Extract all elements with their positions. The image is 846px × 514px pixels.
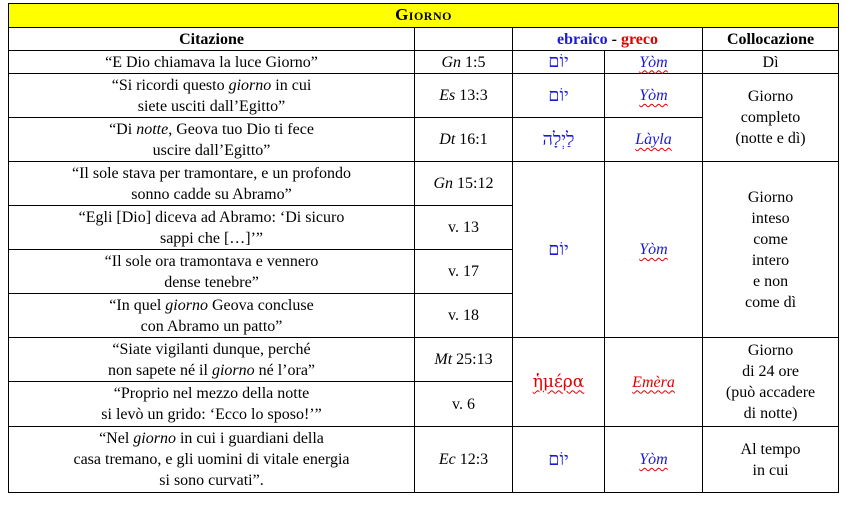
cit-text: “Proprio nel mezzo della notte bbox=[113, 385, 310, 402]
coll-line: intero bbox=[751, 251, 790, 269]
ref-book: Ec bbox=[438, 451, 456, 468]
hebrew-word: יוֹם bbox=[548, 238, 569, 260]
citation-cell bbox=[9, 206, 415, 250]
coll-line: (può accadere bbox=[725, 384, 816, 401]
cit-text: siete usciti dall’Egitto” bbox=[137, 97, 286, 115]
cit-text: “Il sole stava per tramontare, e un profondo bbox=[71, 164, 351, 182]
ref-num: 15:12 bbox=[457, 175, 494, 192]
reference-cell: v. 18 bbox=[415, 294, 513, 338]
ref-book: Mt bbox=[434, 351, 453, 368]
collocazione-cell bbox=[703, 338, 839, 427]
hebrew-cell bbox=[513, 427, 605, 493]
reference-cell bbox=[415, 338, 513, 382]
citation-cell bbox=[9, 74, 415, 118]
reference-cell: v. 17 bbox=[415, 250, 513, 294]
hebrew-cell bbox=[513, 74, 605, 118]
table-row bbox=[9, 51, 839, 74]
ref-book: Gn bbox=[433, 175, 454, 192]
coll-line: Giorno bbox=[747, 88, 794, 105]
translit-word: Emèra bbox=[632, 373, 675, 391]
citation-cell bbox=[9, 250, 415, 294]
citation-cell: “E Dio chiamava la luce Giorno” bbox=[9, 51, 415, 74]
translit-word: Yòm bbox=[639, 87, 668, 104]
header-greco: greco bbox=[620, 30, 658, 48]
cit-text: “In quel bbox=[109, 296, 166, 314]
reference-cell bbox=[415, 427, 513, 493]
reference-cell bbox=[415, 74, 513, 118]
translit-cell bbox=[605, 162, 703, 338]
cit-text: Geova concluse bbox=[207, 296, 314, 314]
cit-text: “Si ricordi questo bbox=[111, 76, 229, 94]
cit-text: casa tremano, e gli uomini di vitale energia bbox=[73, 451, 350, 468]
citation-cell bbox=[9, 382, 415, 427]
coll-line: di 24 ore bbox=[742, 363, 799, 380]
ref-num: 12:3 bbox=[459, 451, 489, 468]
header-ebraico: ebraico bbox=[557, 30, 608, 48]
cit-text: con Abramo un patto” bbox=[140, 317, 283, 335]
translit-word: Yòm bbox=[639, 53, 668, 71]
reference-cell: v. 13 bbox=[415, 206, 513, 250]
coll-line: in cui bbox=[752, 461, 789, 479]
translit-word: Làyla bbox=[635, 131, 672, 148]
cit-italic: giorno bbox=[228, 76, 272, 94]
reference-cell: v. 6 bbox=[415, 382, 513, 427]
ref-book: Dt bbox=[439, 131, 456, 148]
citation-cell bbox=[9, 338, 415, 382]
header-sep: - bbox=[611, 30, 617, 48]
cit-italic: giorno bbox=[211, 361, 255, 379]
citation-cell bbox=[9, 294, 415, 338]
translit-cell bbox=[605, 51, 703, 74]
hebrew-cell bbox=[513, 51, 605, 74]
citation-cell bbox=[9, 427, 415, 493]
reference-cell bbox=[415, 162, 513, 206]
hebrew-word: יוֹם bbox=[548, 51, 569, 72]
collocazione-cell bbox=[703, 162, 839, 338]
ref-num: 16:1 bbox=[459, 131, 488, 148]
coll-line: Al tempo bbox=[740, 440, 801, 458]
table-row bbox=[9, 338, 839, 382]
table-row bbox=[9, 162, 839, 206]
citation-cell bbox=[9, 162, 415, 206]
coll-line: completo bbox=[740, 109, 801, 126]
cit-text: “Siate vigilanti dunque, perché bbox=[112, 340, 311, 358]
coll-line: e non bbox=[752, 272, 789, 290]
cit-text: sappi che […]’” bbox=[159, 229, 264, 247]
cit-text: sonno cadde su Abramo” bbox=[131, 185, 292, 203]
header-citazione: Citazione bbox=[9, 28, 415, 51]
collocazione-cell bbox=[703, 74, 839, 162]
greek-cell bbox=[513, 338, 605, 427]
header-collocazione: Collocazione bbox=[703, 28, 839, 51]
coll-line: come dì bbox=[744, 293, 797, 311]
coll-line: (notte e dì) bbox=[735, 130, 806, 147]
cit-text: uscire dall’Egitto” bbox=[152, 141, 271, 159]
giorno-table-frame bbox=[8, 3, 838, 508]
cit-text: né l’ora” bbox=[254, 361, 316, 379]
hebrew-word: יוֹם bbox=[548, 84, 569, 106]
cit-italic: giorno bbox=[165, 296, 208, 314]
cit-text: “Il sole ora tramontava e vennero bbox=[104, 252, 319, 270]
ref-num: 13:3 bbox=[459, 87, 488, 104]
translit-word: Yòm bbox=[639, 451, 668, 468]
ref-num: 25:13 bbox=[456, 351, 493, 368]
cit-text: “Di bbox=[109, 120, 137, 138]
collocazione-cell bbox=[703, 427, 839, 493]
cit-text: dense tenebre” bbox=[164, 273, 259, 291]
reference-cell bbox=[415, 118, 513, 162]
cit-italic: giorno bbox=[133, 430, 176, 447]
reference-cell bbox=[415, 51, 513, 74]
title-row bbox=[9, 4, 839, 28]
ref-book: Es bbox=[439, 87, 456, 104]
cit-text: in cui i guardiani della bbox=[175, 430, 324, 447]
coll-line: Giorno bbox=[747, 342, 794, 359]
cit-text: “Egli [Dio] diceva ad Abramo: ‘Di sicuro bbox=[78, 208, 345, 226]
citation-cell bbox=[9, 118, 415, 162]
table-row bbox=[9, 74, 839, 118]
cit-text: si levò un grido: ‘Ecco lo sposo!’” bbox=[101, 406, 322, 423]
header-row bbox=[9, 28, 839, 51]
ref-num: 1:5 bbox=[465, 53, 486, 71]
header-ref bbox=[415, 28, 513, 51]
cit-text: in cui bbox=[271, 76, 312, 94]
coll-line: Giorno bbox=[747, 188, 794, 206]
hebrew-cell bbox=[513, 162, 605, 338]
hebrew-word: לַיְלָה bbox=[542, 128, 575, 150]
giorno-table bbox=[8, 3, 839, 493]
cit-text: , Geova tuo Dio ti fece bbox=[168, 120, 314, 138]
greek-word: ἡμέρα bbox=[532, 371, 585, 392]
cit-text: “Nel bbox=[99, 430, 134, 447]
ref-book: Gn bbox=[441, 53, 462, 71]
translit-word: Yòm bbox=[639, 241, 668, 258]
hebrew-word: יוֹם bbox=[548, 448, 569, 470]
table-row bbox=[9, 427, 839, 493]
table-title-text: Giorno bbox=[395, 5, 452, 24]
header-lingue bbox=[513, 28, 703, 51]
collocazione-cell: Dì bbox=[703, 51, 839, 74]
coll-line: inteso bbox=[751, 209, 790, 227]
translit-cell bbox=[605, 427, 703, 493]
coll-line: di notte) bbox=[743, 405, 798, 422]
table-title bbox=[9, 4, 839, 28]
cit-italic: notte bbox=[136, 120, 169, 138]
translit-cell bbox=[605, 74, 703, 118]
coll-line: come bbox=[753, 230, 788, 248]
cit-text: si sono curvati”. bbox=[159, 472, 264, 489]
translit-cell bbox=[605, 338, 703, 427]
cit-text: non sapete né il bbox=[107, 361, 212, 379]
hebrew-cell bbox=[513, 118, 605, 162]
translit-cell bbox=[605, 118, 703, 162]
